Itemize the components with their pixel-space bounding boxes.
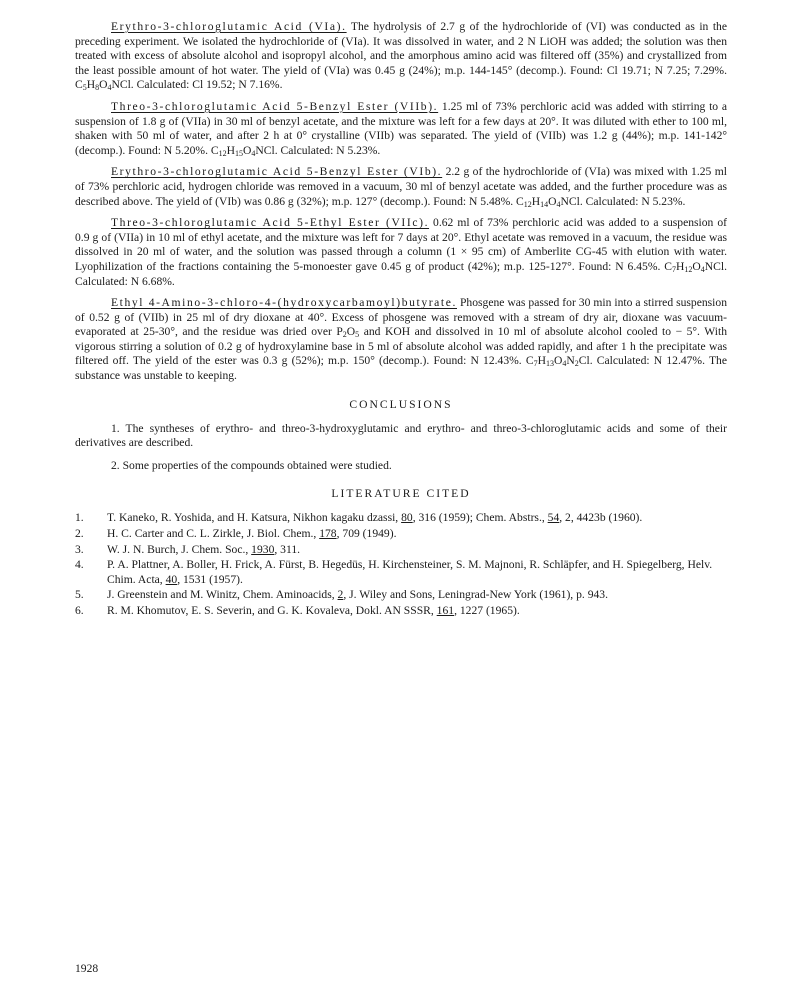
page-number: 1928 — [75, 962, 99, 975]
reference-item: 3. W. J. N. Burch, J. Chem. Soc., 1930, 311. — [75, 542, 301, 556]
reference-item: 4. P. A. Plattner, A. Boller, H. Frick, A. Fürst, B. Hegedüs, H. Kirchensteiner, S. M. Majnoni, R. Schläpfer, and H. Spiegelberg, Helv. Chim. Acta, 40, 1531 (1957). — [75, 558, 713, 586]
experimental-paragraph: Erythro-3-chloroglutamic Acid 5-Benzyl Ester (VIb). 2.2 g of the hydrochloride of (VIa) was mixed with 1.25 ml of 73% perchloric acid, hydrogen chloride was removed in a vacuum, 30 ml of benzyl acetate was added, and the further procedure was as described above. The yield of (VIb) was 0.86 g (32%); m.p. 127° (decomp.). Found: N 5.48%. $C_{12}H_{14}O_4NCl$. Calculated: N 5.23%. — [75, 165, 727, 209]
reference-item: 2. H. C. Carter and C. L. Zirkle, J. Biol. Chem., 178, 709 (1949). — [75, 527, 397, 541]
reference-item: 1. T. Kaneko, R. Yoshida, and H. Katsura, Nikhon kagaku dzassi, 80, 316 (1959); Chem. Abstrs., 54, 2, 4423b (1960). — [75, 511, 643, 525]
page-content — [75, 20, 727, 620]
compound-title: Erythro-3-chloroglutamic Acid (VIa). — [111, 20, 347, 33]
experimental-paragraph: Threo-3-chloroglutamic Acid 5-Ethyl Ester (VIIc). 0.62 ml of 73% perchloric acid was added to a suspension of 0.9 g of (VIIa) in 10 ml of ethyl acetate, and the mixture was left for 7 days at 20°. Ethyl acetate was removed in a vacuum, the residue was dissolved in 20 ml of water, and the solution was passed through a column (1 × 95 cm) of Amberlite CG-45 with elution with water. Lyophilization of the fractions containing the 5-monoester gave 0.45 g of product (42%); m.p. 125-127°. Found: N 6.45%. $C_7H_{12}O_4NCl$. Calculated: N 6.68%. — [75, 216, 727, 288]
literature-heading: LITERATURE CITED — [331, 487, 471, 501]
conclusions-list — [75, 422, 727, 474]
experimental-paragraph: Erythro-3-chloroglutamic Acid (VIa). The hydrolysis of 2.7 g of the hydrochloride of (VI) was conducted as in the preceding experiment. We isolated the hydrochloride of (VIa). It was dissolved in water, and 2 N LiOH was added; the solution was then treated with excess of absolute alcohol and isopropyl alcohol, and the amorphous amino acid was filtered off (35%) and crystallized from the least possible amount of hot water. The yield of (VIa) was 0.45 g (24%); m.p. 144-145° (decomp.). Found: Cl 19.71; N 7.25; 7.29%. $C_5H_8O_4NCl$. Calculated: Cl 19.52; N 7.16%. — [75, 20, 727, 93]
conclusion-item: 1. The syntheses of erythro- and threo-3-hydroxyglutamic and erythro- and threo-3-chloroglutamic acids and some of their derivatives are described. — [75, 421, 727, 450]
compound-title: Erythro-3-chloroglutamic Acid 5-Benzyl Ester (VIb). — [111, 165, 443, 179]
compound-title: Ethyl 4-Amino-3-chloro-4-(hydroxycarbamoyl)butyrate. — [111, 296, 457, 310]
experimental-paragraph: Threo-3-chloroglutamic Acid 5-Benzyl Ester (VIIb). 1.25 ml of 73% perchloric acid was added with stirring to a suspension of 1.8 g of (VIIa) in 30 ml of benzyl acetate, and the mixture was left for a few days at 20°. It was diluted with ether to 100 ml, shaken with 50 ml of water, and after 2 h at 0° crystalline (VIIb) was separated. The yield of (VIIb) was 1.2 g (44%); m.p. 141-142° (decomp.). Found: N 5.20%. $C_{12}H_{15}O_4NCl$. Calculated: N 5.23%. — [75, 99, 727, 158]
conclusions-heading: CONCLUSIONS — [349, 397, 453, 411]
reference-list — [75, 511, 727, 618]
compound-title: Threo-3-chloroglutamic Acid 5-Benzyl Ester (VIIb). — [111, 99, 439, 113]
reference-item: 5. J. Greenstein and M. Winitz, Chem. Aminoacids, 2, J. Wiley and Sons, Leningrad-New York (1961), p. 943. — [75, 588, 608, 602]
experimental-paragraph: Ethyl 4-Amino-3-chloro-4-(hydroxycarbamoyl)butyrate. Phosgene was passed for 30 min into a stirred suspension of 0.52 g of (VIIb) in 25 ml of dry dioxane at 40°. Excess of phosgene was removed with a stream of dry air, dioxane was vacuum-evaporated at 25-30°, and the residue was dried over $P_2O_5$ and KOH and dissolved in 10 ml of absolute alcohol cooled to − 5°. With vigorous stirring a solution of 0.2 g of hydroxylamine base in 5 ml of absolute alcohol was added rapidly, and after 1 h the precipitate was filtered off. The yield of the ester was 0.3 g (52%); m.p. 150° (decomp.). Found: N 12.43%. $C_7H_{13}O_4N_2Cl$. Calculated: N 12.47%. The substance was unstable to keeping. — [75, 296, 727, 383]
reference-item: 6. R. M. Khomutov, E. S. Severin, and G. K. Kovaleva, Dokl. AN SSSR, 161, 1227 (1965). — [75, 604, 520, 617]
compound-title: Threo-3-chloroglutamic Acid 5-Ethyl Ester (VIIc). — [111, 216, 430, 230]
conclusion-item: 2. Some properties of the compounds obtained were studied. — [111, 458, 392, 472]
